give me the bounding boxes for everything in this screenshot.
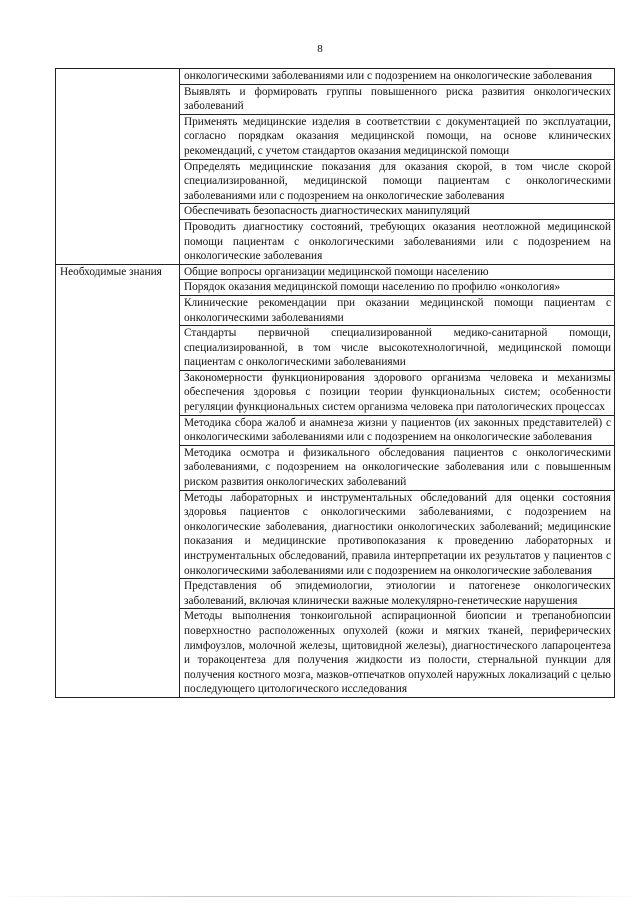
knowledge-row-text: Порядок оказания медицинской помощи населению по профилю «онкология»	[180, 280, 615, 296]
knowledge-row-text: Закономерности функционирования здорового организма человека и механизмы обеспечения здоровья с позиции теории функциональных систем; особенности регуляции функциональных систем организма человека при патологических процессах	[180, 370, 615, 415]
table-row	[56, 264, 615, 280]
knowledge-row-text: Методы лабораторных и инструментальных обследований для оценки состояния здоровья пациентов с онкологическими заболеваниями, с подозрением на онкологические заболевания, диагностики онкологических заболеваний; медицинские показания и медицинские противопоказания к проведению лабораторных и инструментальных обследований, правила интерпретации их результатов у пациентов с онкологическими заболеваниями или с подозрением на онкологические заболевания	[180, 490, 615, 579]
knowledge-row-text: Общие вопросы организации медицинской помощи населению	[180, 264, 615, 280]
knowledge-row-text: Клинические рекомендации при оказании медицинской помощи пациентам с онкологическими заболеваниями	[180, 295, 615, 325]
knowledge-row-text: Представления об эпидемиологии, этиологии и патогенезе онкологических заболеваний, включая клинически важные молекулярно-генетические нарушения	[180, 579, 615, 609]
competency-table	[55, 68, 615, 698]
table-row	[56, 69, 615, 85]
page-number: 8	[317, 43, 323, 55]
skill-row-text: Обеспечивать безопасность диагностических манипуляций	[180, 204, 615, 220]
skill-row-text: Применять медицинские изделия в соответствии с документацией по эксплуатации, согласно порядкам оказания медицинской помощи, на основе клинических рекомендаций, с учетом стандартов оказания медицинской помощи	[180, 114, 615, 159]
knowledge-row-text: Методика осмотра и физикального обследования пациентов с онкологическими заболеваниями, с подозрением на онкологические заболевания или с повышенным риском развития онкологических заболеваний	[180, 445, 615, 490]
knowledge-row-text: Методика сбора жалоб и анамнеза жизни у пациентов (их законных представителей) с онкологическими заболеваниями или с подозрением на онкологические заболевания	[180, 415, 615, 445]
knowledge-label-cell: Необходимые знания	[56, 264, 180, 697]
knowledge-row-text: Стандарты первичной специализированной медико-санитарной помощи, специализированной, в том числе высокотехнологичной, медицинской помощи пациентам с онкологическими заболеваниями	[180, 326, 615, 371]
scan-edge-line	[0, 896, 640, 897]
skill-row-text: онкологическими заболеваниями или с подозрением на онкологические заболевания	[180, 69, 615, 85]
skill-row-text: Выявлять и формировать группы повышенного риска развития онкологических заболеваний	[180, 84, 615, 114]
knowledge-row-text: Методы выполнения тонкоигольной аспирационной биопсии и трепанобиопсии поверхностно расположенных опухолей (кожи и мягких тканей, периферических лимфоузлов, молочной железы, щитовидной железы), диагностического лапароцентеза и торакоцентеза для получения жидкости из полости, стернальной пункции для получения костного мозга, мазков-отпечатков опухолей наружных локализаций с целью последующего цитологического исследования	[180, 609, 615, 698]
skill-row-text: Проводить диагностику состояний, требующих оказания неотложной медицинской помощи пациентам с онкологическими заболеваниями или с подозрением на онкологические заболевания	[180, 219, 615, 264]
skills-label-cell	[56, 69, 180, 265]
skill-row-text: Определять медицинские показания для оказания скорой, в том числе скорой специализированной, медицинской помощи пациентам с онкологическими заболеваниями или с подозрением на онкологические заболевания	[180, 159, 615, 204]
